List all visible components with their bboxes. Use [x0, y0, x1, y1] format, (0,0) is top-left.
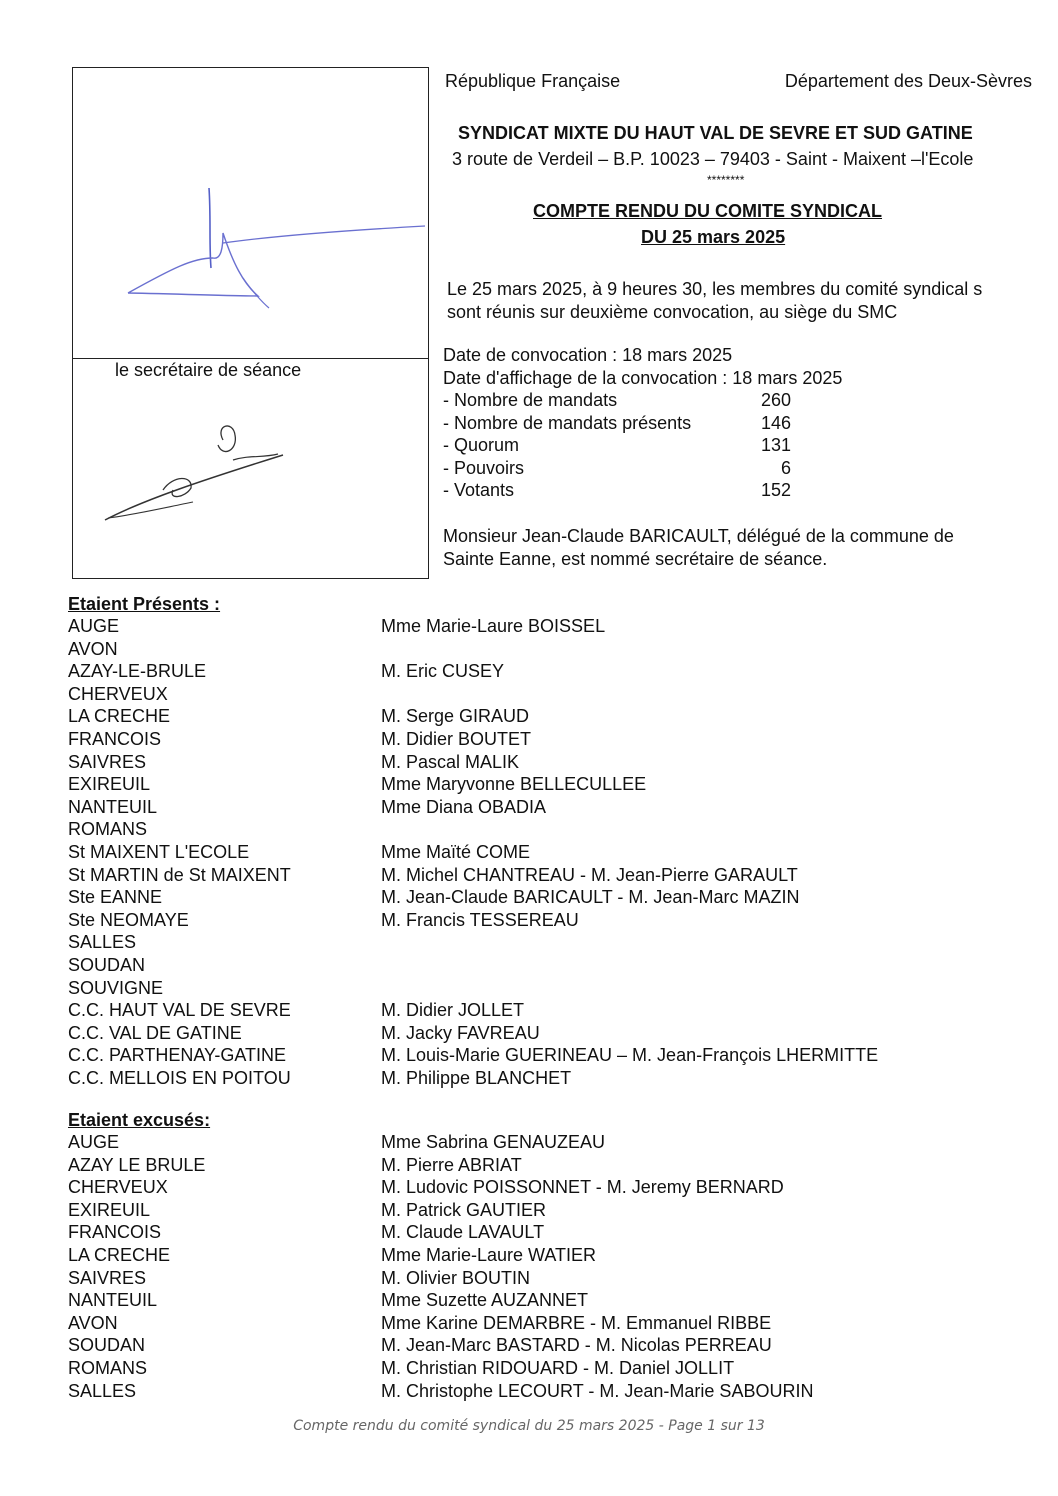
- delegates: M. Jacky FAVREAU: [381, 1022, 540, 1043]
- commune: AVON: [68, 1312, 118, 1333]
- commune: SALLES: [68, 1380, 137, 1401]
- commune: AVON: [68, 638, 118, 659]
- list-item: [68, 1131, 928, 1154]
- commune: EXIREUIL: [68, 774, 151, 795]
- list-item: [68, 818, 928, 841]
- stat-value: 260: [760, 390, 791, 410]
- list-item: [68, 751, 928, 774]
- list-item: [68, 1312, 928, 1335]
- delegates: Mme Maryvonne BELLECULLEE: [381, 774, 647, 795]
- delegates: M. Jean-Claude BARICAULT - M. Jean-Marc MAZIN: [381, 887, 800, 908]
- list-item: [68, 796, 928, 819]
- commune: Ste EANNE: [68, 887, 163, 908]
- delegates: M. Didier BOUTET: [381, 728, 532, 749]
- delegates: M. Christophe LECOURT - M. Jean-Marie SABOURIN: [381, 1380, 814, 1401]
- stat-row: [443, 480, 803, 502]
- commune: FRANCOIS: [68, 1222, 162, 1243]
- list-item: [68, 1022, 928, 1045]
- delegates: M. Ludovic POISSONNET - M. Jeremy BERNARD: [381, 1177, 784, 1198]
- list-item: [68, 1044, 928, 1067]
- commune: SAIVRES: [68, 1267, 147, 1288]
- list-item: [68, 773, 928, 796]
- delegates: M. Michel CHANTREAU - M. Jean-Pierre GARAULT: [381, 864, 798, 885]
- date-affichage: Date d'affichage de la convocation : 18 mars 2025: [443, 368, 843, 388]
- delegates: M. Pierre ABRIAT: [381, 1154, 522, 1175]
- delegates: M. Claude LAVAULT: [381, 1222, 545, 1243]
- commune: C.C. VAL DE GATINE: [68, 1022, 242, 1043]
- list-item: [68, 638, 928, 661]
- stat-value: 146: [760, 413, 791, 433]
- commune: Ste NEOMAYE: [68, 909, 189, 930]
- delegates: Mme Marie-Laure BOISSEL: [381, 616, 606, 636]
- header-left: République Française: [445, 71, 621, 91]
- stat-value: 6: [780, 458, 791, 478]
- commune: AZAY-LE-BRULE: [68, 661, 207, 682]
- document-date: DU 25 mars 2025: [641, 227, 786, 247]
- delegates: M. Patrick GAUTIER: [381, 1199, 547, 1220]
- excuses-title: Etaient excusés:: [68, 1110, 211, 1130]
- stat-value: 131: [760, 435, 791, 455]
- delegates: M. Serge GIRAUD: [381, 706, 530, 727]
- delegates: M. Louis-Marie GUERINEAU – M. Jean-François LHERMITTE: [381, 1045, 879, 1066]
- excuses-list: [68, 1109, 928, 1402]
- commune: AUGE: [68, 1132, 120, 1152]
- list-item: [68, 931, 928, 954]
- commune: St MAIXENT L'ECOLE: [68, 841, 250, 862]
- commune: C.C. PARTHENAY-GATINE: [68, 1045, 287, 1066]
- delegates: M. Jean-Marc BASTARD - M. Nicolas PERREAU: [381, 1335, 772, 1356]
- commune: C.C. HAUT VAL DE SEVRE: [68, 1000, 291, 1021]
- commune: AUGE: [68, 616, 120, 636]
- stat-row: [443, 435, 803, 457]
- commune: LA CRECHE: [68, 1244, 171, 1265]
- list-item: [68, 615, 928, 638]
- delegates: Mme Marie-Laure WATIER: [381, 1244, 597, 1265]
- commune: AZAY LE BRULE: [68, 1154, 206, 1175]
- stat-label: - Votants: [443, 480, 515, 500]
- org-name: SYNDICAT MIXTE DU HAUT VAL DE SEVRE ET SUD GATINE: [458, 123, 973, 143]
- presents-title: Etaient Présents :: [68, 594, 221, 614]
- commune: St MARTIN de St MAIXENT: [68, 864, 291, 885]
- commune: ROMANS: [68, 1357, 148, 1378]
- delegates: Mme Diana OBADIA: [381, 796, 547, 817]
- commune: SOUDAN: [68, 1335, 146, 1356]
- stat-row: [443, 413, 803, 435]
- commune: CHERVEUX: [68, 683, 168, 704]
- list-item: [68, 1176, 928, 1199]
- stat-label: - Nombre de mandats: [443, 390, 618, 410]
- commune: NANTEUIL: [68, 1290, 158, 1311]
- list-item: [68, 864, 928, 887]
- list-item: [68, 954, 928, 977]
- delegates: M. Eric CUSEY: [381, 661, 505, 682]
- org-address: 3 route de Verdeil – B.P. 10023 – 79403 - Saint - Maixent –l'Ecole: [452, 149, 974, 169]
- president-signature: [73, 68, 428, 356]
- delegates: M. Pascal MALIK: [381, 751, 520, 772]
- stat-label: - Quorum: [443, 435, 520, 455]
- list-item: [68, 1267, 928, 1290]
- list-item: [68, 1334, 928, 1357]
- list-item: [68, 841, 928, 864]
- delegates: Mme Suzette AUZANNET: [381, 1290, 589, 1311]
- list-item: [68, 1154, 928, 1177]
- signature-divider: [73, 358, 428, 359]
- commune: C.C. MELLOIS EN POITOU: [68, 1067, 291, 1088]
- commune: CHERVEUX: [68, 1177, 168, 1198]
- commune: SOUDAN: [68, 954, 146, 975]
- commune: SALLES: [68, 932, 137, 953]
- list-item: [68, 1199, 928, 1222]
- list-item: [68, 728, 928, 751]
- date-convocation: Date de convocation : 18 mars 2025: [443, 345, 733, 365]
- page-footer: Compte rendu du comité syndical du 25 mars 2025 - Page 1 sur 13: [293, 1418, 765, 1434]
- delegates: M. Olivier BOUTIN: [381, 1267, 531, 1288]
- delegates: M. Didier JOLLET: [381, 1000, 525, 1021]
- stat-label: - Pouvoirs: [443, 458, 525, 478]
- list-item: [68, 1067, 928, 1090]
- list-item: [68, 705, 928, 728]
- commune: NANTEUIL: [68, 796, 158, 817]
- secretary-label: le secrétaire de séance: [115, 360, 302, 380]
- signature-box: [72, 67, 429, 579]
- commune: SOUVIGNE: [68, 977, 164, 998]
- list-item: [68, 1357, 928, 1380]
- list-item: [68, 1221, 928, 1244]
- stat-label: - Nombre de mandats présents: [443, 413, 692, 433]
- commune: LA CRECHE: [68, 706, 171, 727]
- list-item: [68, 886, 928, 909]
- intro-line-2: sont réunis sur deuxième convocation, au siège du SMC: [447, 302, 898, 322]
- secretary-note-line-1: Monsieur Jean-Claude BARICAULT, délégué de la commune de: [443, 526, 954, 546]
- intro-line-1: Le 25 mars 2025, à 9 heures 30, les membres du comité syndical s: [447, 279, 983, 299]
- delegates: Mme Sabrina GENAUZEAU: [381, 1132, 606, 1152]
- delegates: Mme Maïté COME: [381, 841, 531, 862]
- secretary-signature: [73, 380, 428, 580]
- delegates: M. Philippe BLANCHET: [381, 1067, 572, 1088]
- delegates: M. Francis TESSEREAU: [381, 909, 579, 930]
- list-item: [68, 660, 928, 683]
- commune: FRANCOIS: [68, 728, 162, 749]
- separator-stars: ********: [707, 173, 745, 187]
- stat-row: [443, 390, 803, 412]
- document-title: COMPTE RENDU DU COMITE SYNDICAL: [533, 201, 883, 221]
- delegates: Mme Karine DEMARBRE - M. Emmanuel RIBBE: [381, 1312, 772, 1333]
- list-item: [68, 683, 928, 706]
- list-item: [68, 1289, 928, 1312]
- list-item: [68, 1244, 928, 1267]
- list-item: [68, 977, 928, 1000]
- commune: ROMANS: [68, 819, 148, 840]
- presents-list: [68, 593, 928, 1089]
- list-item: [68, 999, 928, 1022]
- commune: SAIVRES: [68, 751, 147, 772]
- list-item: [68, 909, 928, 932]
- header-right: Département des Deux-Sèvres: [784, 71, 1032, 91]
- list-item: [68, 1380, 928, 1403]
- stat-row: [443, 458, 803, 480]
- delegates: M. Christian RIDOUARD - M. Daniel JOLLIT: [381, 1357, 735, 1378]
- commune: EXIREUIL: [68, 1199, 151, 1220]
- secretary-note-line-2: Sainte Eanne, est nommé secrétaire de séance.: [443, 549, 828, 569]
- stat-value: 152: [760, 480, 791, 500]
